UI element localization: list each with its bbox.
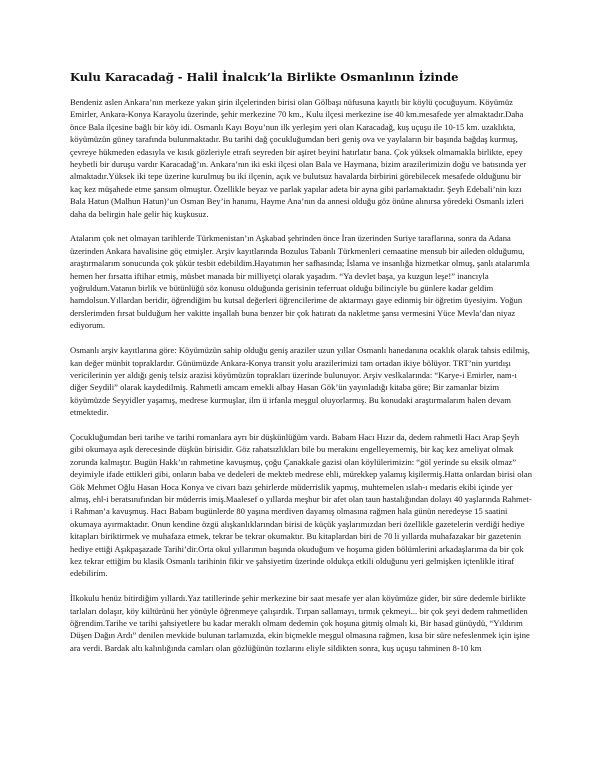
paragraph-4: Çocukluğumdan beri tarihe ve tarihi romanlara ayrı bir düşkünlüğüm vardı. Babam Hacı Hızır da, dedem rahmetli Hacı Arap Şeyh gibi okumaya aşık derecesinde düşkün birisidir. Göz rahatsızlıkları bile bu merakını engelleyememiş, bir kaç kez ameliyat olmak zorunda kalmıştır. Bugün Hakk’ın rahmetine kavuşmuş, çoğu Çanakkale gazisi olan köylülerimizin: “göl yerinde su eksik olmaz” deyimiyle ifade ettikleri gibi, onların baba ve dedeleri de mekteb medrese ehli, mürekkep yalamış kişilermiş.Hatta onlardan birisi olan Gök Mehmet Oğlu Hasan Hoca Konya ve civarı bazı şehirlerde müderrislik yapmış, muhtemelen ıslah-ı medaris ekibi içinde yer almış, ehl-i beratsınıfından bir müderris imiş.Maalesef o yıllarda meşhur bir afet olan taun hastalığından dolayı 40 yaşlarında Rahmet-i Rahman’a kavuşmuş. Hacı Babam bugünlerde 80 yaşına merdiven dayamış olmasına rağmen hala günün neredeyse 15 saatini okumaya ayırmaktadır. Onun kendine özgü alışkanlıklarından birisi de küçük yaşlarımızdan beri özellikle gazetelerin verdiği hediye kitapları biriktirmek ve muhafaza etmek, tekrar be tekrar okumaktır. Bu kitaplardan biri de 70 li yıllarda muhafazakar bir gazetenin hediye ettiği Aşıkpaşazade Tarihi’dir.Orta okul yıllarımın başında okuduğum ve hoşuma giden bölümlerini arkadaşlarıma da bir çok kez tekrar ettiğim bu klasik Osmanlı tarihinin fikir ve şahsiyetim üzerinde oldukça etkili olduğunu yeri gelmişken içtenlikle itiraf edebilirim.	[70, 431, 533, 579]
paragraph-2: Atalarım çok net olmayan tarihlerde Türkmenistan’ın Aşkabad şehrinden önce İran üzerinden Suriye taraflarına, sonra da Adana üzerinden Ankara havalisine göç etmişler. Arşiv kayıtlarında Bozulus Tabanlı Türkmenleri cemaatine mensub bir aileden olduğumu, araştırmalarım sonucunda çok şükür tesbit edebildim.Hayatımın her safhasında; İslama ve insanlığa hizmetkar olmuş, şanlı atalarımla hemen her fırsatta iftihar etmiş, müsbet manada bir milliyetçi olarak yaşadım. “Ya devlet başa, ya kuzgun leşe!” inancıyla yoğruldum.Vatanın birlik ve bütünlüğü söz konusu olduğunda gerisinin teferruat olduğu bilinciyle bu günlere kadar geldim hamdolsun.Yıllardan beridir, öğrendiğim bu kutsal değerleri öğrencilerime de aktarmayı gaye edinmiş bir öğretim üyesiyim. Yoğun derslerimden fırsat bulduğum her vakitte inşallah buna benzer bir çok hatıratı da nakletme şansı vermesini Yüce Mevla’dan niyaz ediyorum.	[70, 233, 530, 331]
paragraph-5: İlkokulu henüz bitirdiğim yıllardı.Yaz tatillerinde şehir merkezine bir saat mesafe yer alan köyümüze gider, bir süre dedemle birlikte tarlaları dolaşır, köy kültürünü her yönüyle öğrenmeye çalışırdık. Tırpan sallamayı, tırmık çekmeyi... bir çok şeyi dedem rahmetliden öğrendim.Tarihe ve tarihi şahsiyetlere bu kadar meraklı olmam dedemin çok hoşuna gitmiş olmalı ki, Bir hasad günüydü, “Yıldırım Düşen Dağın Ardı” denilen mevkide bulunan tarlamızda, ekin biçmekle meşgul olmasına rağmen, kısa bir süre nefeslenmek için işine ara verdi. Bardak altı kalınlığında camları olan gözlüğünün tozlarını eliyle sildikten sonra, kuş uçuşu tahminen 8-10 km	[70, 593, 530, 653]
document-title: Kulu Karacadağ - Halil İnalcık’la Birlikte Osmanlının İzinde	[70, 70, 459, 84]
paragraph-1: Bendeniz aslen Ankara’nın merkeze yakın şirin ilçelerinden birisi olan Gölbaşı nüfusuna kayıtlı bir köylü çocuğuyum. Köyümüz Emirler, Ankara-Konya Karayolu üzerinde, şehir merkezine 70 km., Kulu ilçesi merkezine ise 40 km.mesafede yer almaktadır.Daha önce Bala ilçesine bağlı bir köy idi. Osmanlı Kayı Boyu’nun ilk yerleşim yeri olan Karacadağ, kuş uçuşu ile 10-15 km. uzaklıkta, köyümüzün güney tarafında bulunmaktadır. Bu tarihi dağ çocukluğumdan beri geniş ova ve yaylaların bir başında bağdaş kurmuş, çevreye hükmeden edasıyla ve kısık gözleriyle etrafı seyreden bir aşiret beyini hatırlatır bana. Çok yüksek olmamakla birlikte, epey heybetli bir duruşu vardır Karacadağ’ın. Ankara’nın iki eski ilçesi olan Bala ve Haymana, bizim arazilerimizin doğu ve batısında yer almaktadır.Yüksek iki tepe üzerine kurulmuş bu iki ilçenin, açık ve bulutsuz havalarda birbirini görebilecek mesafede olduğunu bir kaç kez müşahede etme şansım olmuştur. Özellikle beyaz ve parlak yapılar adeta bir ayna gibi parlamaktadır. Şeyh Edebali’nin kızı Bala Hatun (Malhun Hatun)’un Osman Bey’in hanımı, Hayme Ana’nın da annesi olduğu göz önüne alınırsa yöredeki Osmanlı izleri daha da belirgin hale gelir hiç kuşkusuz.	[70, 97, 527, 219]
paragraph-3: Osmanlı arşiv kayıtlarına göre: Köyümüzün sahip olduğu geniş araziler uzun yıllar Osmanlı hanedanına ocaklık olarak tahsis edilmiş, kan değer münbit topraklardır. Günümüzde Ankara-Konya transit yolu arazilerimizi tam ortadan ikiye bölüyor. TRT’nin yurtdışı vericilerinin yer aldığı geniş telsiz arazisi köyümüzün toprakları üzerinde bulunuyor. Arşiv veslkalarında: “Karye-i Emirler, nam-ı diğer Seydili” olarak kaydedilmiş. Rahmetli amcam emekli albay Hasan Gök’ün yayınladığı kitaba göre; Bir zamanlar bizim köyümüzde Seyyidler yaşamış, medrese kurmuşlar, ilm ü irfanla meşgul oluyorlarmış. Bu konudaki araştırmalarım halen devam etmektedir.	[70, 345, 530, 418]
document-body	[70, 96, 533, 667]
